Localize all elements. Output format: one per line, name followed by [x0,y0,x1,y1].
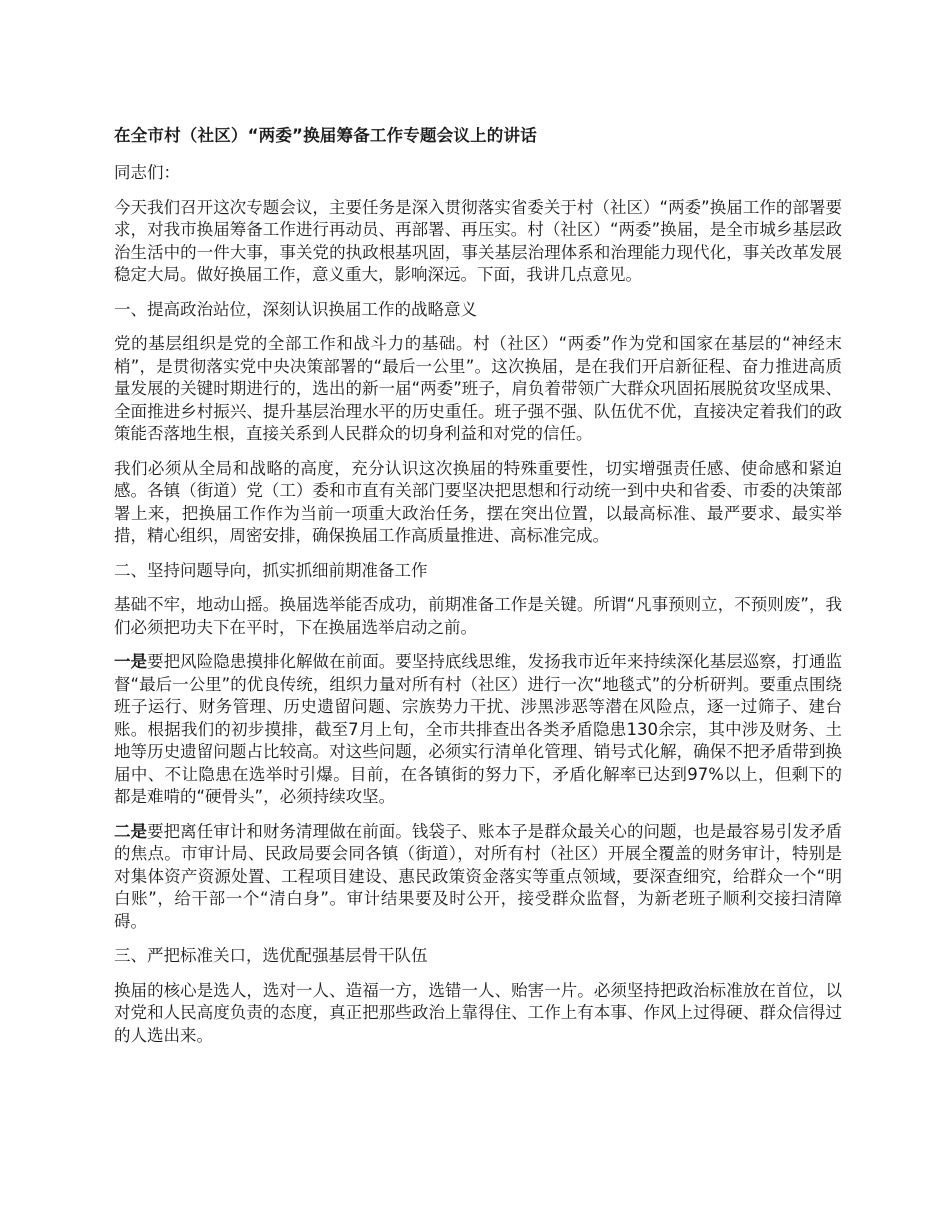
intro-paragraph: 今天我们召开这次专题会议，主要任务是深入贯彻落实省委关于村（社区）“两委”换届工作的部署要求，对我市换届筹备工作进行再动员、再部署、再压实。村（社区）“两委”换届，是全市城乡基层政治生活中的一件大事，事关党的执政根基巩固，事关基层治理体系和治理能力现代化，事关改革发展稳定大局。做好换届工作，意义重大，影响深远。下面，我讲几点意见。 [114,197,842,284]
section-1-paragraph-1: 党的基层组织是党的全部工作和战斗力的基础。村（社区）“两委”作为党和国家在基层的“神经末梢”，是贯彻落实党中央决策部署的“最后一公里”。这次换届，是在我们开启新征程、奋力推进高质量发展的关键时期进行的，选出的新一届“两委”班子，肩负着带领广大群众巩固拓展脱贫攻坚成果、全面推进乡村振兴、提升基层治理水平的历史重任。班子强不强、队伍优不优，直接决定着我们的政策能否落地生根，直接关系到人民群众的切身利益和对党的信任。 [114,334,842,443]
salutation: 同志们： [114,163,180,182]
section-3-paragraph-1: 换届的核心是选人，选对一人、造福一方，选错一人、贻害一片。必须坚持把政治标准放在首位，以对党和人民高度负责的态度，真正把那些政治上靠得住、工作上有本事、作风上过得硬、群众信得过的人选出来。 [114,980,842,1045]
section-2-item-1 [114,651,842,809]
document-page [114,124,842,1059]
section-1-heading: 一、提高政治站位，深刻认识换届工作的战略意义 [114,299,477,319]
item-2-text: 要把离任审计和财务清理做在前面。钱袋子、账本子是群众最关心的问题，也是最容易引发矛盾的焦点。市审计局、民政局要会同各镇（街道），对所有村（社区）开展全覆盖的财务审计，特别是对集体资产资源处置、工程项目建设、惠民政策资金落实等重点领域，要深查细究，给群众一个“明白账”，给干部一个“清白身”。审计结果要及时公开，接受群众监督，为新老班子顺利交接扫清障碍。 [114,821,843,931]
item-1-lead: 一是 [114,652,148,671]
document-title: 在全市村（社区）“两委”换届筹备工作专题会议上的讲话 [114,126,537,145]
section-2-item-2 [114,821,842,934]
section-2-heading: 二、坚持问题导向，抓实抓细前期准备工作 [114,560,428,580]
item-1-text: 要把风险隐患摸排化解做在前面。要坚持底线思维，发扬我市近年来持续深化基层巡察，打通监督“最后一公里”的优良传统，组织力量对所有村（社区）进行一次“地毯式”的分析研判。要重点围绕班子运行、财务管理、历史遗留问题、宗族势力干扰、涉黑涉恶等潜在风险点，逐一过筛子、建台账。根据我们的初步摸排，截至7月上旬，全市共排查出各类矛盾隐患130余宗，其中涉及财务、土地等历史遗留问题占比较高。对这些问题，必须实行清单化管理、销号式化解，确保不把矛盾带到换届中、不让隐患在选举时引爆。目前，在各镇街的努力下，矛盾化解率已达到97%以上，但剩下的都是难啃的“硬骨头”，必须持续攻坚。 [114,652,843,806]
item-2-lead: 二是 [114,821,148,841]
section-3-heading: 三、严把标准关口，选优配强基层骨干队伍 [114,946,428,965]
section-1-paragraph-2: 我们必须从全局和战略的高度，充分认识这次换届的特殊重要性，切实增强责任感、使命感和紧迫感。各镇（街道）党（工）委和市直有关部门要坚决把思想和行动统一到中央和省委、市委的决策部署上来，把换届工作作为当前一项重大政治任务，摆在突出位置，以最高标准、最严要求、最实举措，精心组织，周密安排，确保换届工作高质量推进、高标准完成。 [114,458,842,545]
section-2-paragraph-1: 基础不牢，地动山摇。换届选举能否成功，前期准备工作是关键。所谓“凡事预则立，不预则废”，我们必须把功夫下在平时，下在换届选举启动之前。 [114,595,842,637]
